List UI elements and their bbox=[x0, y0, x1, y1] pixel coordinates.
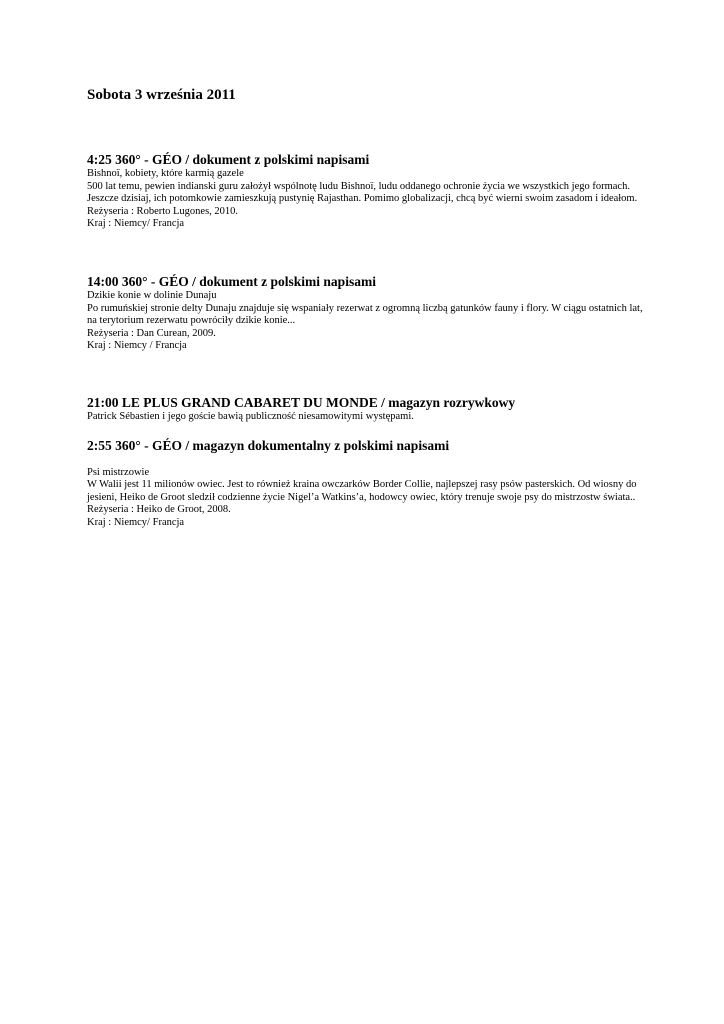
program-title: 21:00 LE PLUS GRAND CABARET DU MONDE / magazyn rozrywkowy bbox=[87, 395, 516, 410]
program-entry bbox=[87, 274, 647, 353]
program-description: W Walii jest 11 milionów owiec. Jest to również kraina owczarków Border Collie, najlepszej rasy psów pasterskich. Od wiosny do jesieni, Heiko de Groot sledził codzienne życie Nigel’a Watkins’a, hodowcy owiec, który trenuje swoje psy do mistrzostw świata.. bbox=[87, 479, 637, 503]
program-director: Reżyseria : Dan Curean, 2009. bbox=[87, 327, 216, 339]
program-description: Po rumuńskiej stronie delty Dunaju znajduje się wspaniały rezerwat z ogromną liczbą gatunków fauny i flory. W ciągu ostatnich lat, na terytorium rezerwatu powróciły dzikie konie... bbox=[87, 302, 643, 327]
program-description: 500 lat temu, pewien indianski guru założył wspólnotę ludu Bishnoï, ludu oddanego ochronie życia we wszystkich jego formach. Jeszcze dzisiaj, ich potomkowie zamieszkują pustynię Rajasthan. Pomimo globalizacji, chcą być wierni swoim zasadom i ideałom. bbox=[87, 180, 638, 205]
spacer bbox=[87, 454, 647, 467]
program-country: Kraj : Niemcy/ Francja bbox=[87, 218, 185, 230]
program-subtitle: Bishnoï, kobiety, które karmią gazele bbox=[87, 168, 244, 179]
program-entry bbox=[87, 438, 647, 530]
program-subtitle: Dzikie konie w dolinie Dunaju bbox=[87, 290, 217, 301]
program-country: Kraj : Niemcy/ Francja bbox=[87, 516, 185, 528]
date-heading: Sobota 3 września 2011 bbox=[87, 87, 236, 103]
program-director: Reżyseria : Roberto Lugones, 2010. bbox=[87, 205, 239, 217]
program-title: 14:00 360° - GÉO / dokument z polskimi napisami bbox=[87, 274, 376, 289]
program-subtitle: Psi mistrzowie bbox=[87, 466, 150, 478]
program-title: 4:25 360° - GÉO / dokument z polskimi napisami bbox=[87, 152, 370, 167]
program-director: Reżyseria : Heiko de Groot, 2008. bbox=[87, 504, 231, 516]
program-entry bbox=[87, 395, 647, 424]
program-title: 2:55 360° - GÉO / magazyn dokumentalny z polskimi napisami bbox=[87, 438, 450, 453]
program-country: Kraj : Niemcy / Francja bbox=[87, 340, 187, 352]
program-entry bbox=[87, 152, 647, 231]
program-description: Patrick Sébastien i jego goście bawią publiczność niesamowitymi występami. bbox=[87, 411, 414, 422]
